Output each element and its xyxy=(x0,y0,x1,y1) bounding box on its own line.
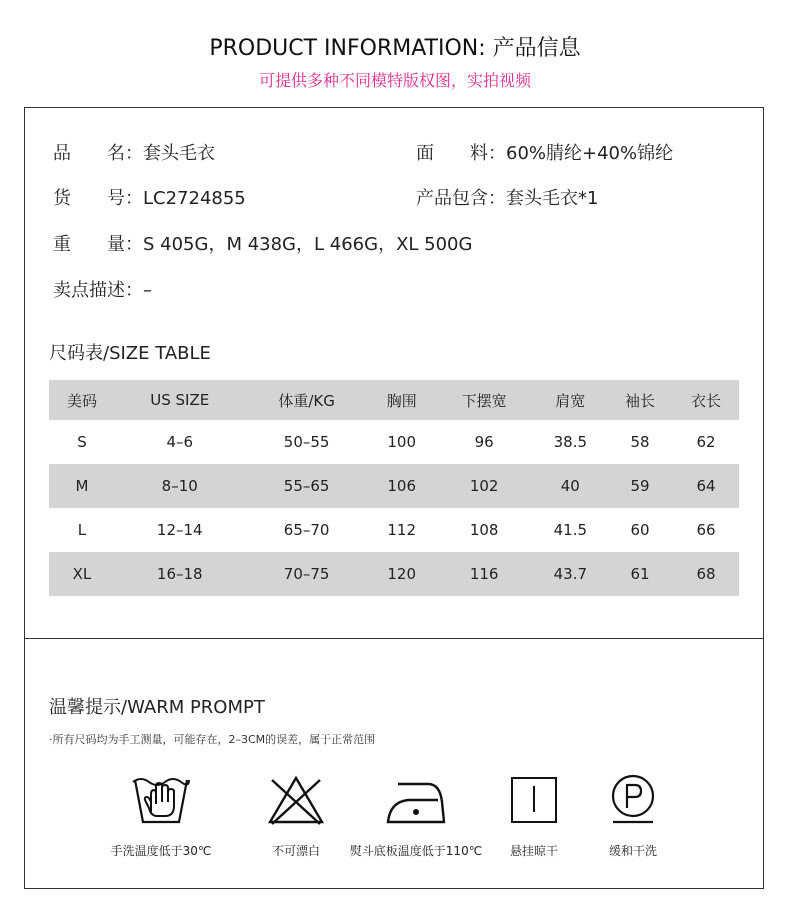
size-table-title: 尺码表/SIZE TABLE xyxy=(49,343,211,364)
table-row xyxy=(49,552,739,596)
table-cell: 108 xyxy=(469,521,499,539)
header-cell: 下摆宽 xyxy=(461,391,507,410)
care-label: 手洗温度低于30℃ xyxy=(110,844,212,858)
table-cell: L xyxy=(77,521,87,539)
table-cell: 4–6 xyxy=(166,433,194,451)
fabric-row xyxy=(416,139,673,165)
care-item-hand-wash xyxy=(91,772,231,858)
table-cell: 70–75 xyxy=(283,565,330,583)
includes-label: 产品包含： xyxy=(416,188,506,209)
table-cell: XL xyxy=(72,565,92,583)
care-label: 缓和干洗 xyxy=(608,844,657,858)
table-cell: 64 xyxy=(696,477,716,495)
sku-row xyxy=(53,184,246,210)
header-cell: 衣长 xyxy=(690,391,721,410)
header-cell: 袖长 xyxy=(624,391,655,410)
care-label: 不可漂白 xyxy=(271,844,320,858)
header-cell: 美码 xyxy=(66,391,97,410)
header-cell: 体重/KG xyxy=(278,391,335,410)
table-cell: 62 xyxy=(696,433,716,451)
table-cell: 66 xyxy=(696,521,716,539)
weight-row xyxy=(53,230,472,256)
table-row xyxy=(49,464,739,508)
selling-value: – xyxy=(143,280,152,301)
selling-label: 卖点描述： xyxy=(53,280,143,301)
table-cell: 40 xyxy=(560,477,580,495)
includes-row xyxy=(416,184,598,210)
table-cell: 50–55 xyxy=(283,433,330,451)
header-cell: 胸围 xyxy=(386,391,417,410)
table-row xyxy=(49,420,739,464)
table-cell: 96 xyxy=(474,433,494,451)
table-cell: 68 xyxy=(696,565,716,583)
table-row xyxy=(49,508,739,552)
table-cell: 65–70 xyxy=(283,521,330,539)
care-label: 悬挂晾干 xyxy=(509,844,558,858)
header-cell: 肩宽 xyxy=(555,391,586,410)
sku-value: LC2724855 xyxy=(143,188,246,209)
product-name-value: 套头毛衣 xyxy=(143,143,215,164)
iron-icon xyxy=(384,772,448,828)
table-cell: 102 xyxy=(469,477,499,495)
includes-value: 套头毛衣*1 xyxy=(506,188,599,209)
table-cell: 58 xyxy=(630,433,650,451)
warm-prompt-title: 温馨提示/WARM PROMPT xyxy=(49,697,265,718)
measurement-note: ·所有尺码均为手工测量，可能存在，2–3CM的误差，属于正常范围 xyxy=(49,733,376,746)
table-cell: 55–65 xyxy=(283,477,330,495)
weight-label: 重 量： xyxy=(53,234,143,255)
header-cell: US SIZE xyxy=(150,391,210,409)
size-table xyxy=(49,380,739,596)
table-cell: 60 xyxy=(630,521,650,539)
product-name-row xyxy=(53,139,215,165)
table-cell: 112 xyxy=(387,521,417,539)
table-cell: M xyxy=(75,477,89,495)
no-bleach-icon xyxy=(264,772,328,828)
dry-clean-p-icon xyxy=(601,772,665,828)
page-title: PRODUCT INFORMATION: 产品信息 xyxy=(209,36,581,61)
table-cell: 41.5 xyxy=(553,521,588,539)
table-cell: 120 xyxy=(387,565,417,583)
table-cell: 61 xyxy=(630,565,650,583)
table-cell: 116 xyxy=(469,565,499,583)
care-item-no-bleach xyxy=(226,772,366,858)
size-table-header xyxy=(49,380,739,420)
sku-label: 货 号： xyxy=(53,188,143,209)
table-cell: 43.7 xyxy=(553,565,588,583)
section-divider xyxy=(24,638,764,639)
hand-wash-icon xyxy=(129,772,193,828)
table-cell: 106 xyxy=(387,477,417,495)
table-cell: 16–18 xyxy=(156,565,203,583)
care-label: 熨斗底板温度低于110℃ xyxy=(349,844,483,858)
selling-row xyxy=(53,276,152,302)
fabric-label: 面 料： xyxy=(416,143,506,164)
weight-value: S 405G，M 438G，L 466G，XL 500G xyxy=(143,234,473,255)
table-cell: 100 xyxy=(387,433,417,451)
care-item-dry-clean xyxy=(563,772,703,858)
table-cell: 38.5 xyxy=(553,433,588,451)
page-subtitle: 可提供多种不同模特版权图，实拍视频 xyxy=(258,71,531,90)
table-cell: 12–14 xyxy=(156,521,203,539)
fabric-value: 60%腈纶+40%锦纶 xyxy=(506,143,674,164)
table-cell: 59 xyxy=(630,477,650,495)
product-name-label: 品 名： xyxy=(53,143,143,164)
table-cell: 8–10 xyxy=(161,477,198,495)
line-dry-icon xyxy=(502,772,566,828)
table-cell: S xyxy=(77,433,87,451)
